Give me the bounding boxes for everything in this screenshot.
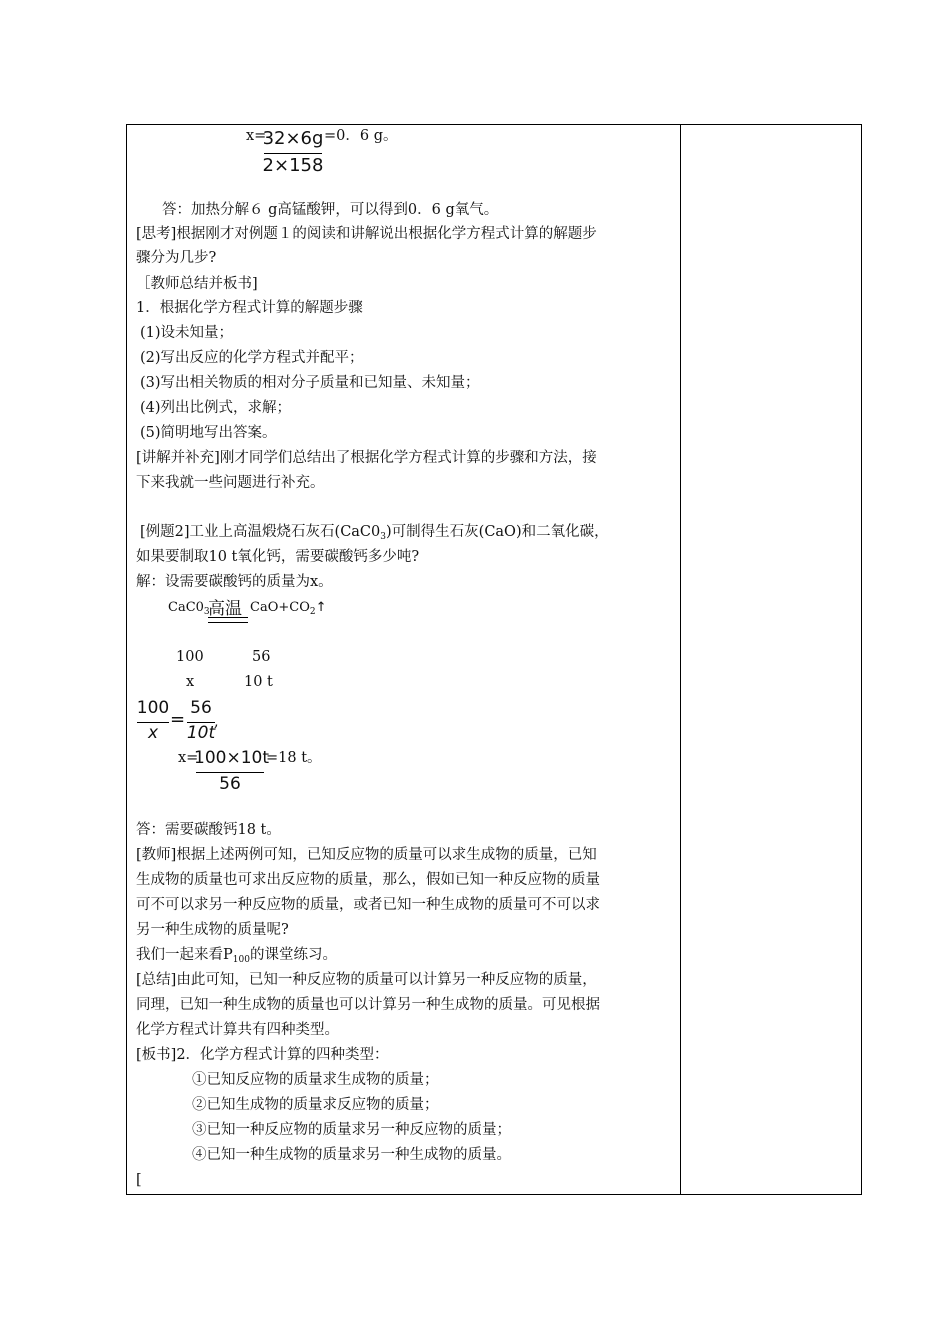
type-item: ①已知反应物的质量求生成物的质量；: [192, 1072, 439, 1088]
explain-line-1: [讲解并补充]刚才同学们总结出了根据化学方程式计算的步骤和方法，接: [136, 450, 597, 466]
step-item: (4)列出比例式，求解；: [140, 400, 292, 416]
fraction-bar: [196, 772, 264, 773]
right-numerator: 56: [190, 698, 212, 718]
left-numerator: 100: [136, 698, 170, 718]
summary-line: 化学方程式计算共有四种类型。: [136, 1022, 339, 1038]
example2-line-1: [例题2]工业上高温煅烧石灰石$(CaC0_3)$可制得生石灰(CaO)和二氧化碳，: [140, 524, 609, 542]
explain-line-2: 下来我就一些问题进行补充。: [136, 475, 325, 491]
teacher-line: 另一种生成物的质量呢?: [136, 922, 289, 938]
calc1-x-label: x=: [246, 128, 267, 144]
calc2-numerator: 100×10t: [194, 748, 269, 768]
think-line-2: 骤分为几步?: [136, 250, 217, 266]
step-item: (2)写出反应的化学方程式并配平；: [140, 350, 364, 366]
calc2-denominator: 56: [219, 774, 241, 794]
step-item: (1)设未知量；: [140, 325, 234, 341]
calc2-fraction: [194, 748, 269, 796]
steps-title: 1．根据化学方程式计算的解题步骤: [136, 300, 363, 316]
condition-double-line: [208, 617, 248, 623]
calc1-denominator: 2×158: [262, 155, 324, 176]
calc2-x-label: x=: [178, 750, 199, 766]
answer-1: 答：加热分解６ g高锰酸钾，可以得到0．6 g氧气。: [162, 202, 499, 218]
column-divider: [680, 124, 681, 1195]
type-item: ④已知一种生成物的质量求另一种生成物的质量。: [192, 1147, 511, 1163]
fraction-bar: [264, 153, 322, 154]
teacher-summary-heading: ［教师总结并板书]: [136, 276, 258, 292]
var-10t: 10 t: [244, 674, 273, 690]
step-item: (5)简明地写出答案。: [140, 425, 277, 441]
think-line-1: [思考]根据刚才对例题１的阅读和讲解说出根据化学方程式计算的解题步: [136, 226, 597, 242]
mass-caco3: 100: [176, 649, 204, 665]
summary-line: 同理，已知一种生成物的质量也可以计算另一种生成物的质量。可见根据: [136, 997, 600, 1013]
mass-cao: 56: [252, 649, 271, 665]
condition-label: 高温: [208, 599, 242, 619]
calc1-fraction: [262, 128, 324, 176]
left-denominator: x: [147, 723, 159, 743]
answer-2: 答：需要碳酸钙18 t。: [136, 822, 281, 838]
board-title: [板书]2．化学方程式计算的四种类型：: [136, 1047, 389, 1063]
teacher-line: 生成物的质量也可求出反应物的质量，那么，假如已知一种反应物的质量: [136, 872, 600, 888]
proportion-comma: ,: [214, 714, 219, 730]
teacher-line: [教师]根据上述两例可知，已知反应物的质量可以求生成物的质量，已知: [136, 847, 597, 863]
var-x: x: [186, 674, 195, 690]
type-item: ③已知一种反应物的质量求另一种反应物的质量；: [192, 1122, 511, 1138]
equation-condition: [208, 594, 248, 626]
summary-line: [总结]由此可知，已知一种反应物的质量可以计算另一种反应物的质量，: [136, 972, 597, 988]
type-item: ②已知生成物的质量求反应物的质量；: [192, 1097, 439, 1113]
step-item: (3)写出相关物质的相对分子质量和已知量、未知量；: [140, 375, 480, 391]
solution-intro: 解：设需要碳酸钙的质量为x。: [136, 574, 333, 590]
proportion-right-fraction: [186, 698, 216, 746]
teacher-line: 可不可以求另一种反应物的质量，或者已知一种生成物的质量可不可以求: [136, 897, 600, 913]
equation-reactant: $CaC0_3$: [168, 600, 210, 617]
calc2-result: =18 t。: [266, 750, 322, 766]
practice-line: 我们一起来看$P_{100}$的课堂练习。: [136, 947, 337, 965]
example2-line-2: 如果要制取10 t氧化钙，需要碳酸钙多少吨?: [136, 549, 420, 565]
proportion-left-fraction: [136, 698, 170, 746]
calc1-numerator: 32×6g: [262, 128, 324, 149]
proportion-equals: =: [170, 709, 186, 730]
trailing-bracket: [: [136, 1172, 142, 1188]
equation-products: $CaO+CO_2↑$: [250, 600, 327, 617]
calc1-result: =0．6 g。: [324, 128, 398, 144]
right-denominator: 10t: [186, 723, 216, 743]
